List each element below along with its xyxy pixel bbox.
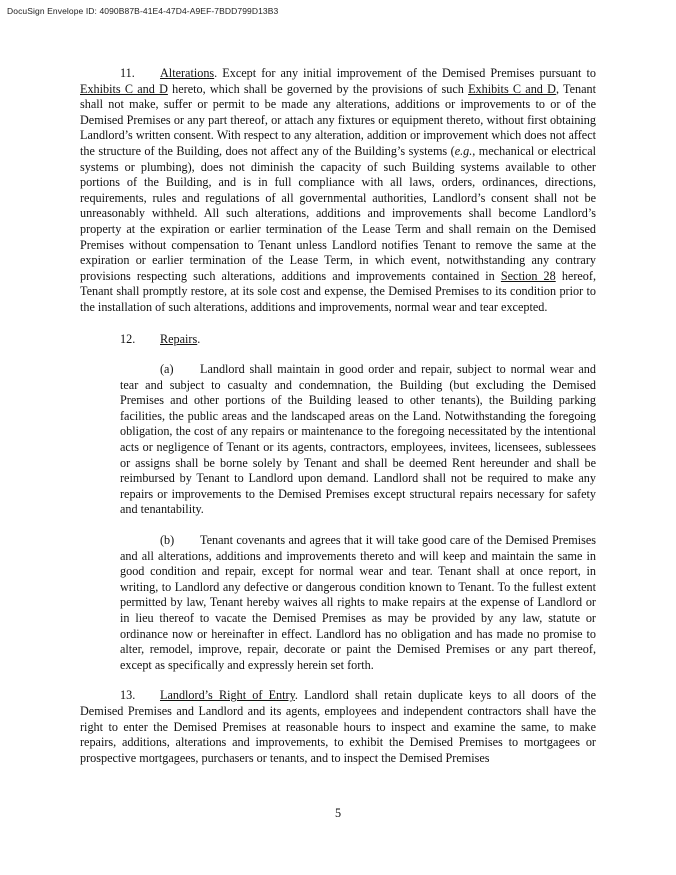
- section-12-title: Repairs: [160, 331, 198, 346]
- exhibits-c-d-ref-2: Exhibits C and D: [468, 81, 556, 96]
- section-12a-label: (a): [160, 362, 174, 377]
- section-12-heading: [80, 332, 596, 348]
- section-13-paragraph: [80, 688, 596, 766]
- section-11-text-1: . Except for any initial improvement of the Demised Premises pursuant to: [214, 66, 596, 80]
- section-28-ref: Section 28: [500, 268, 556, 283]
- section-13-title: Landlord’s Right of Entry: [160, 688, 295, 703]
- section-13-text: . Landlord shall retain duplicate keys to all doors of the Demised Premises and Landlord and its agents, employees and independent contractors shall have the right to enter the Demised Premises at reasonable hours to inspect and examine the same, to make repairs, additions, alterations and improvements, to exhibit the Demised Premises to mortgagees or prospective mortgagees, purchasers or tenants, and to inspect the Demised Premises: [80, 688, 597, 765]
- section-11-text-2: hereto, which shall be governed by the provisions of such: [167, 81, 469, 96]
- document-body: [80, 66, 596, 766]
- section-12b-label: (b): [160, 533, 175, 548]
- section-12b-text: Tenant covenants and agrees that it will take good care of the Demised Premises and all alterations, additions and improvements thereto and will keep and maintain the same in good condition and repair, except for normal wear and tear. Tenant shall at once report, in writing, to Landlord any defective or dangerous condition known to Tenant. To the fullest extent permitted by law, Tenant hereby waives all rights to make repairs at the expense of Landlord or in lieu thereof to vacate the Demised Premises as may be provided by any law, statute or ordinance now or hereinafter in effect. Landlord has no obligation and has made no promise to alter, remodel, improve, repair, decorate or paint the Demised Premises or any part thereof, except as specifically and expressly herein set forth.: [120, 533, 596, 672]
- section-11-text-3: , Tenant shall not make, suffer or permit to be made any alterations, additions or improvements to or of the Demised Premises or any part thereof, or attach any fixtures or equipment thereto, without first obtaining Landlord’s written consent. With respect to any alteration, addition or improvement which does not affect the structure of the Building, does not affect any of the Building’s systems (: [80, 81, 597, 158]
- section-12-number: 12.: [120, 331, 136, 346]
- section-11-paragraph: [80, 66, 596, 316]
- section-11-text-4: , mechanical or electrical systems or plumbing), does not diminish the capacity of such Building systems available to other portions of the Building, and is in full compliance with all laws, orders, ordinances, directions, requirements, rules and regulations of all governmental authorities, Landlord’s consent shall not be unreasonably withheld. All such alterations, additions and improvements shall become Landlord’s property at the expiration or earlier termination of the Lease Term and shall remain on the Demised Premises without compensation to Tenant unless Landlord notifies Tenant to remove the same at the expiration or earlier termination of the Lease Term, in which event, notwithstanding any contrary provisions respecting such alterations, additions and improvements contained in: [80, 143, 596, 283]
- docusign-envelope-id: DocuSign Envelope ID: 4090B87B-41E4-47D4-A9EF-7BDD799D13B3: [7, 6, 279, 16]
- section-13-number: 13.: [120, 688, 136, 703]
- eg-italic: e.g.: [454, 143, 473, 158]
- section-12-title-end: .: [197, 331, 201, 346]
- section-12b-paragraph: [80, 533, 596, 673]
- page-number: 5: [334, 806, 342, 820]
- section-11-number: 11.: [120, 66, 135, 80]
- section-11-title: Alterations: [160, 66, 215, 80]
- section-11-text-5: hereof, Tenant shall promptly restore, at its sole cost and expense, the Demised Premises to its condition prior to the installation of such alterations, additions and improvements, normal wear and tear excepted.: [80, 268, 596, 314]
- section-12a-text: Landlord shall maintain in good order and repair, subject to normal wear and tear and subject to casualty and condemnation, the Building (but excluding the Demised Premises and other portions of the Building leased to other tenants), the Building parking facilities, the public areas and the landscaped areas on the Land. Notwithstanding the foregoing obligation, the cost of any repairs or maintenance to the foregoing necessitated by the intentional acts or negligence of Tenant or its agents, contractors, employees, invitees, licensees, sublessees or assigns shall be borne solely by Tenant and shall be deemed Rent hereunder and shall be reimbursed by Tenant to Landlord upon demand. Landlord shall not be required to make any repairs or improvements to the Demised Premises except structural repairs necessary for safety and tenantability.: [120, 362, 596, 517]
- section-12a-paragraph: [80, 362, 596, 518]
- exhibits-c-d-ref-1: Exhibits C and D: [80, 81, 168, 96]
